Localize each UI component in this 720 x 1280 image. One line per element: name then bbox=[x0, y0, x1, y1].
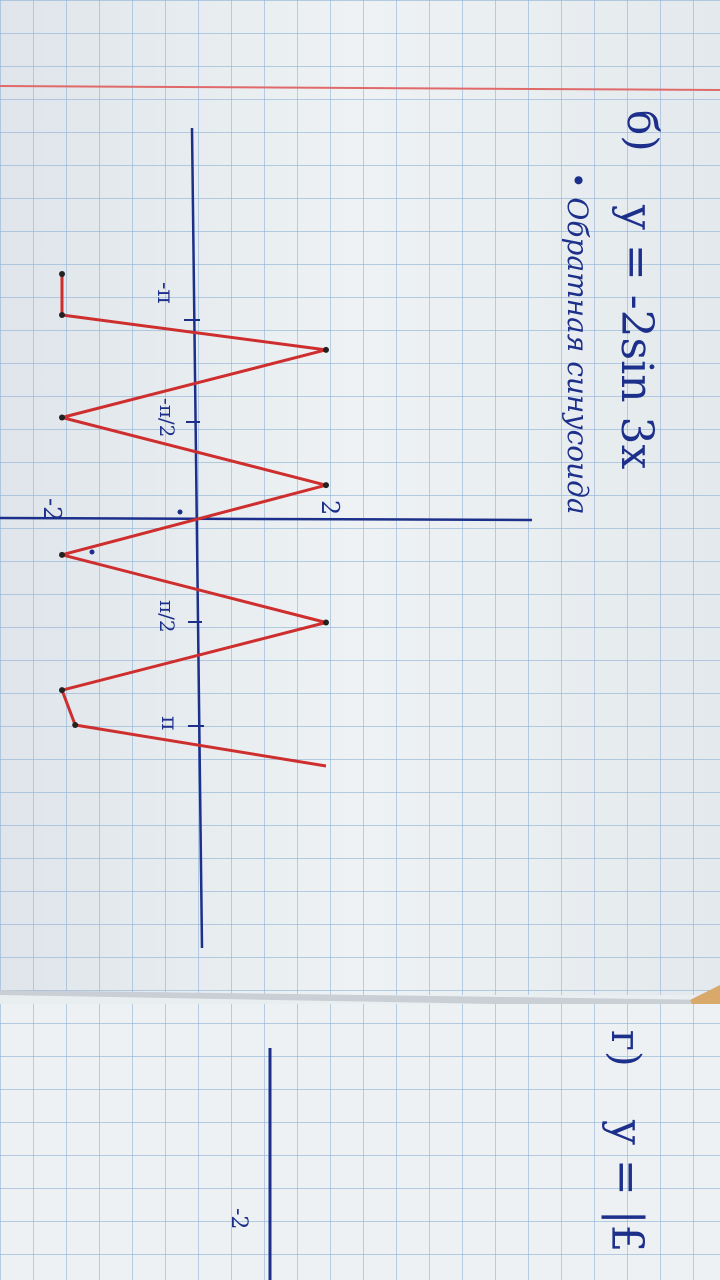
y-tick-label: -2 bbox=[38, 498, 66, 522]
curve-vertex-point bbox=[59, 312, 65, 318]
curve-vertex-point bbox=[59, 687, 65, 693]
x-tick-label: -π/2 bbox=[155, 398, 179, 438]
bottom-axis-tick-label: -2 bbox=[226, 1208, 251, 1230]
origin-dot bbox=[178, 510, 183, 515]
curve-vertex-point bbox=[323, 620, 329, 626]
curve-vertex-point bbox=[323, 482, 329, 488]
x-tick-label: -π bbox=[152, 282, 177, 304]
bottom-page bbox=[0, 1004, 720, 1280]
bottom-equation-fragment: y = |£ bbox=[601, 1120, 652, 1253]
x-tick-label: π bbox=[156, 716, 181, 731]
problem-label: б) bbox=[618, 110, 667, 152]
curve-vertex-point bbox=[72, 722, 78, 728]
curve-vertex-point bbox=[323, 347, 329, 353]
equation-heading: y = -2sin 3x bbox=[611, 205, 662, 470]
stray-dot bbox=[90, 550, 95, 555]
curve-vertex-point bbox=[59, 271, 65, 277]
y-tick-label: 2 bbox=[316, 500, 344, 516]
x-tick-label: π/2 bbox=[155, 600, 179, 633]
curve-vertex-point bbox=[59, 552, 65, 558]
graph-caption: • Обратная синусоида bbox=[561, 172, 594, 515]
bottom-problem-label: г) bbox=[602, 1030, 648, 1067]
curve-vertex-point bbox=[59, 415, 65, 421]
